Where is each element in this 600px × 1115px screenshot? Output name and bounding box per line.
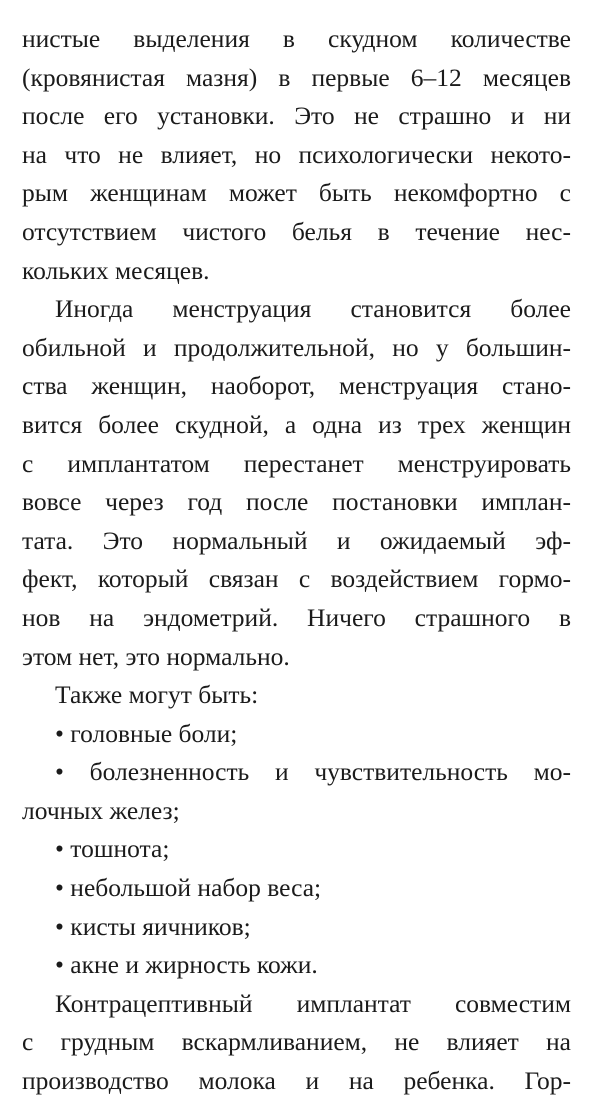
text-line: тата. Это нормальный и ожидаемый эф- — [22, 525, 571, 555]
paragraph-first-line: Контрацептивный имплантат совместим — [55, 988, 571, 1018]
text-line: этом нет, это нормально. — [22, 641, 290, 671]
text-line: с грудным вскармливанием, не влияет на — [22, 1027, 571, 1057]
text-line: вовсе через год после постановки имплан- — [22, 487, 571, 517]
text-line: производство молока и на ребенка. Гор- — [22, 1066, 571, 1096]
paragraph-first-line: Иногда менструация становится более — [55, 294, 571, 324]
list-item: • головные боли; — [55, 718, 238, 748]
list-item: • болезненность и чувствительность мо- — [55, 757, 571, 787]
text-line: рым женщинам может быть некомфортно с — [22, 178, 571, 208]
text-line: с имплантатом перестанет менструировать — [22, 448, 571, 478]
text-line: нов на эндометрий. Ничего страшного в — [22, 602, 571, 632]
list-item: • кисты яичников; — [55, 911, 251, 941]
text-line: отсутствием чистого белья в течение нес- — [22, 216, 571, 246]
text-line: ства женщин, наоборот, менструация стано- — [22, 371, 571, 401]
text-line: на что не влияет, но психологически некото- — [22, 139, 571, 169]
text-line: кольких месяцев. — [22, 255, 210, 285]
list-intro: Также могут быть: — [55, 680, 259, 710]
list-item: • небольшой набор веса; — [55, 873, 322, 903]
text-line: фект, который связан с воздействием гормо- — [22, 564, 571, 594]
text-line: после его установки. Это не страшно и ни — [22, 101, 571, 131]
text-line: нистые выделения в скудном количестве — [22, 24, 571, 53]
text-line: вится более скудной, а одна из трех женщин — [22, 409, 571, 439]
document-page — [22, 20, 571, 1101]
text-line: обильной и продолжительной, но у большин- — [22, 332, 571, 362]
list-item: • тошнота; — [55, 834, 170, 864]
list-item: • акне и жирность кожи. — [55, 950, 318, 980]
list-item-continuation: лочных желез; — [22, 795, 180, 825]
text-line: (кровянистая мазня) в первые 6–12 месяцев — [22, 62, 571, 92]
